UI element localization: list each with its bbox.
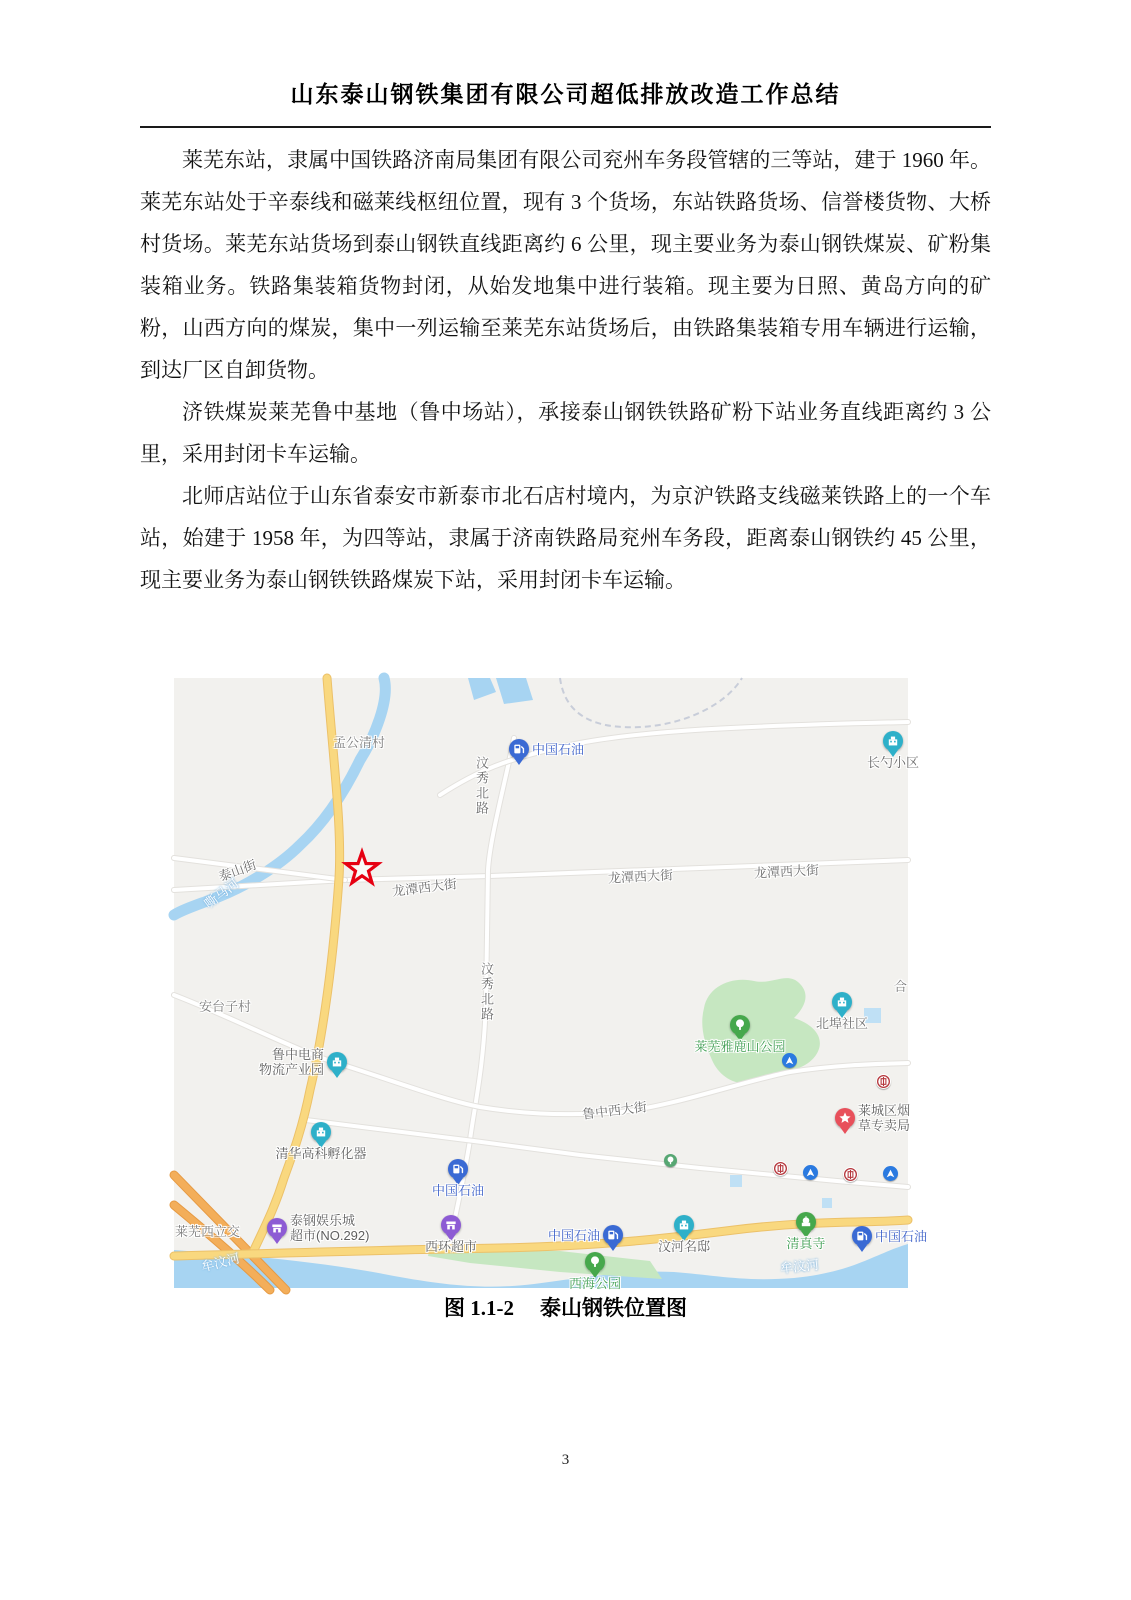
map-road-label: 龙潭西大街 — [607, 867, 674, 886]
map-marker-label: 中国石油 — [547, 1227, 600, 1243]
railway-line — [560, 678, 742, 727]
road-casing — [254, 678, 340, 1250]
map-pin-tail — [840, 1127, 850, 1134]
map-navigation-arrow-icon — [803, 1165, 818, 1180]
map-place-label: 合 — [894, 979, 908, 994]
map-pin-building-icon — [883, 731, 903, 751]
map-pin-building-icon — [327, 1052, 347, 1072]
map-marker-label: 清真寺 — [786, 1236, 826, 1251]
paragraph: 莱芜东站，隶属中国铁路济南局集团有限公司兖州车务段管辖的三等站，建于 1960 年。莱芜东站处于辛泰线和磁莱线枢纽位置，现有 3 个货场，东站铁路货场、信誉楼货物、大桥村货场。莱芜东站货场到泰山钢铁直线距离约 6 公里，现主要业务为泰山钢铁煤炭、矿粉集装箱业务。铁路集装箱货物封闭，从始发地集中进行装箱。现主要为日照、黄岛方向的矿粉，山西方向的煤炭，集中一列运输至莱芜东站货场后，由铁路集装箱专用车辆进行运输，到达厂区自卸货物。 — [140, 148, 991, 382]
map-pin-tree-icon — [585, 1252, 605, 1272]
map-water-label: 嘶马河 — [201, 875, 242, 912]
water-area — [468, 678, 496, 700]
map-pin-tail — [514, 758, 524, 765]
map-pin-gas-icon — [448, 1159, 468, 1179]
title-divider — [140, 126, 991, 128]
map-marker-label: 莱城区烟 草专卖局 — [858, 1103, 911, 1133]
map-marker-label: 泰钢娱乐城 超市(NO.292) — [290, 1213, 370, 1243]
map-figure — [174, 678, 928, 1291]
map-marker-label: 鲁中电商 物流产业园 — [258, 1047, 324, 1077]
map-road-label: 鲁中西大街 — [581, 1099, 648, 1122]
map-pin-shop-icon — [441, 1215, 461, 1235]
map-navigation-arrow-icon — [883, 1166, 898, 1181]
map-road-label: 龙潭西大街 — [391, 876, 458, 899]
map-road-label: 汶秀北路 — [479, 962, 494, 1022]
map-marker-label: 西环超市 — [424, 1239, 478, 1254]
map-place-label: 安台子村 — [199, 999, 252, 1014]
map-water-label: 牟汶河 — [779, 1257, 820, 1276]
map-marker-label: 中国石油 — [532, 741, 585, 757]
map-pin-gas-icon — [509, 739, 529, 759]
pond — [730, 1175, 742, 1187]
map-pin-tail — [332, 1071, 342, 1078]
map-navigation-arrow-icon — [782, 1053, 797, 1068]
map-pin-tail — [608, 1244, 618, 1251]
map-marker-label: 中国石油 — [431, 1183, 485, 1198]
map-pin-star-icon — [835, 1108, 855, 1128]
map-marker-label: 中国石油 — [875, 1228, 928, 1244]
paragraph: 北师店站位于山东省泰安市新泰市北石店村境内，为京沪铁路支线磁莱铁路上的一个车站，始建于 1958 年，为四等站，隶属于济南铁路局兖州车务段，距离泰山钢铁约 45 公里，现主要业务为泰山钢铁铁路煤炭下站，采用封闭卡车运输。 — [140, 484, 991, 592]
figure-caption-label: 图 1.1-2 — [444, 1296, 514, 1320]
map-place-label: 莱芜西立交 — [175, 1224, 241, 1239]
pond — [822, 1198, 832, 1208]
map-pin-gas-icon — [852, 1226, 872, 1246]
paragraph: 济铁煤炭莱芜鲁中基地（鲁中场站），承接泰山钢铁铁路矿粉下站业务直线距离约 3 公里，采用封闭卡车运输。 — [140, 400, 991, 466]
figure-caption — [140, 1292, 991, 1322]
map-water-label: 牟汶河 — [199, 1250, 242, 1275]
map-pin-tail — [272, 1237, 282, 1244]
map-pin-tree-icon — [730, 1015, 750, 1035]
map-pin-building-icon — [674, 1215, 694, 1235]
map-base-layer — [174, 678, 911, 1288]
page-number: 3 — [561, 1452, 570, 1468]
map-pin-gas-icon — [603, 1225, 623, 1245]
page-title: 山东泰山钢铁集团有限公司超低排放改造工作总结 — [290, 81, 841, 107]
map-pin-building-icon — [832, 992, 852, 1012]
body-text — [140, 139, 991, 601]
map-bank-icon — [876, 1074, 891, 1089]
map-marker-label: 莱芜雅鹿山公园 — [694, 1039, 786, 1054]
map-marker-label: 清华高科孵化器 — [275, 1146, 367, 1161]
map-marker-label: 长勺小区 — [866, 755, 920, 770]
map-marker-label: 北埠社区 — [815, 1016, 869, 1031]
map-tree-icon — [664, 1154, 677, 1167]
map-pin-shop-icon — [267, 1218, 287, 1238]
map-road-label: 龙潭西大街 — [753, 862, 820, 881]
map-marker-label: 汶河名邸 — [657, 1239, 711, 1254]
water-area — [496, 678, 533, 704]
map-pin-tail — [857, 1245, 867, 1252]
map-place-label: 孟公清村 — [333, 735, 386, 750]
figure-caption-title: 泰山钢铁位置图 — [540, 1296, 687, 1320]
map-road-label: 汶秀北路 — [474, 756, 489, 816]
map-marker-label: 西海公园 — [568, 1276, 622, 1291]
map-pin-mosque-icon — [796, 1212, 816, 1232]
map-bank-icon — [773, 1161, 788, 1176]
map-pin-building-icon — [311, 1122, 331, 1142]
map-road-label: 泰山街 — [216, 856, 259, 885]
map-bank-icon — [843, 1167, 858, 1182]
